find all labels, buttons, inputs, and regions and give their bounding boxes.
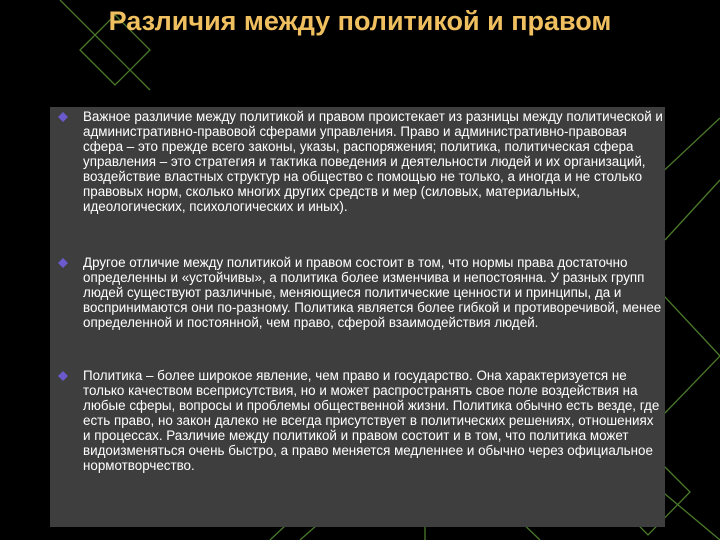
slide-title: Различия между политикой и правом: [108, 6, 612, 36]
diamond-bullet-icon: [58, 371, 68, 381]
bullet-text: Другое отличие между политикой и правом состоит в том, что нормы права достаточно определенны и «устойчивы», а политика более изменчива и непостоянна. У разных групп людей существуют различные, меняющиеся политические ценности и принципы, да и воспринимаются они по-разному. Политика является более гибкой и противоречивой, менее определенной и постоянной, чем право, сферой взаимодействия людей.: [83, 255, 662, 330]
bullet-text: Политика – более широкое явление, чем право и государство. Она характеризуется не только качеством всеприсутствия, но и может распространять свое поле воздействия на любые сферы, вопросы и проблемы общественной жизни. Политика обычно есть везде, где есть право, но закон далеко не всегда присутствует в политических решениях, отношениях и процессах. Различие между политикой и правом состоит и в том, что политика может видоизменяться очень быстро, а право меняется медленнее и обычно через официальное нормотворчество.: [83, 368, 660, 473]
diamond-bullet-icon: [58, 258, 68, 268]
content-panel: [50, 107, 665, 527]
bullet-text: Важное различие между политикой и правом проистекает из разницы между политической и административно-правовой сферами управления. Право и административно-правовая сфера – это прежде всего законы, указы, распоряжения; политика, политическая сфера управления – это стратегия и тактика поведения и деятельности людей и их организаций, воздействие властных структур на общество с помощью не только, а иногда и не столько правовых норм, сколько многих других средств и мер (силовых, материальных, идеологических, психологических и иных).: [83, 109, 663, 214]
bg-diagonal-line-3: [665, 180, 720, 240]
diamond-bullet-icon: [58, 112, 68, 122]
